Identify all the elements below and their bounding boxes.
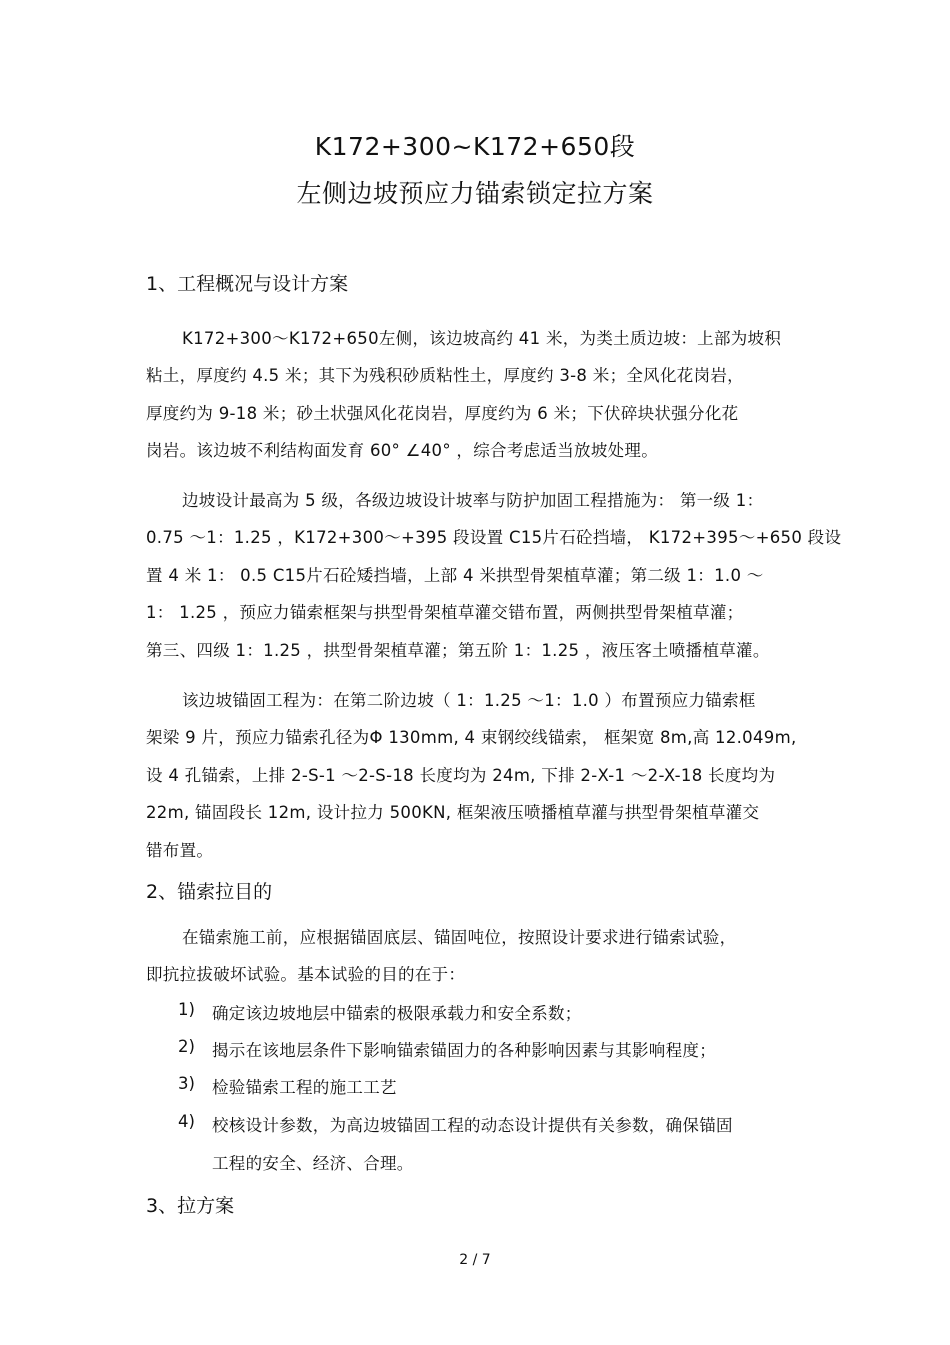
- document-title-line1: K172+300~K172+650段: [314, 132, 636, 161]
- list-item-text-continued: 工程的安全、经济、合理。: [212, 1154, 414, 1173]
- section1-para1-line2: 粘土，厚度约 4.5 米；其下为残积砂质粘性土，厚度约 3-8 米；全风化花岗岩，: [146, 366, 744, 385]
- list-item-number: 2): [178, 1037, 195, 1056]
- section1-para1-line3: 厚度约为 9-18 米；砂土状强风化花岗岩，厚度约为 6 米；下伏碎块状强分化花: [146, 404, 739, 423]
- section1-para2-line4: 1： 1.25 ，预应力锚索框架与拱型骨架植草灌交错布置，两侧拱型骨架植草灌；: [146, 603, 744, 622]
- section1-para2-line2: 0.75 ～1：1.25 ，K172+300～+395 段设置 C15片石砼挡墙， K172+395～+650 段设: [146, 528, 842, 547]
- section1-para1-line1: K172+300～K172+650左侧，该边坡高约 41 米，为类土质边坡：上部为坡积: [182, 329, 782, 348]
- list-item-number: 4): [178, 1112, 195, 1131]
- section2-intro-line2: 即抗拉拔破坏试验。基本试验的目的在于：: [146, 965, 466, 984]
- list-item-number: 3): [178, 1074, 195, 1093]
- section1-para3-line2: 架梁 9 片，预应力锚索孔径为Φ 130mm, 4 束钢绞线锚索， 框架宽 8m,高 12.049m,: [146, 728, 797, 747]
- list-item-number: 1): [178, 1000, 195, 1019]
- document-title-line2: 左侧边坡预应力锚索锁定拉方案: [296, 179, 654, 208]
- section1-para3-line4: 22m, 锚固段长 12m, 设计拉力 500KN, 框架液压喷播植草灌与拱型骨架植草灌交: [146, 803, 760, 822]
- section1-para1-line4: 岗岩。该边坡不利结构面发育 60° ∠40° ，综合考虑适当放坡处理。: [146, 441, 659, 460]
- list-item-text: 揭示在该地层条件下影响锚索锚固力的各种影响因素与其影响程度；: [212, 1041, 716, 1060]
- section1-para3-line5: 错布置。: [146, 841, 214, 860]
- section1-para3-line3: 设 4 孔锚索，上排 2-S-1 ～2-S-18 长度均为 24m, 下排 2-X-1 ～2-X-18 长度均为: [146, 766, 776, 785]
- page-number: 2 / 7: [459, 1252, 491, 1268]
- section1-para2-line1: 边坡设计最高为 5 级，各级边坡设计坡率与防护加固工程措施为： 第一级 1：: [182, 491, 764, 510]
- section2-intro-line1: 在锚索施工前，应根据锚固底层、锚固吨位，按照设计要求进行锚索试验，: [182, 928, 737, 947]
- list-item-text: 检验锚索工程的施工工艺: [212, 1078, 397, 1097]
- section1-para2-line5: 第三、四级 1：1.25 ，拱型骨架植草灌；第五阶 1：1.25 ，液压客土喷播植草灌。: [146, 641, 770, 660]
- section1-para2-line3: 置 4 米 1： 0.5 C15片石砼矮挡墙，上部 4 米拱型骨架植草灌；第二级 1：1.0 ～: [146, 566, 764, 585]
- section1-para3-line1: 该边坡锚固工程为：在第二阶边坡（ 1：1.25 ～1：1.0 ）布置预应力锚索框: [182, 691, 756, 710]
- list-item-text: 确定该边坡地层中锚索的极限承载力和安全系数；: [212, 1004, 582, 1023]
- section1-heading: 1、工程概况与设计方案: [146, 273, 349, 295]
- list-item-text: 校核设计参数，为高边坡锚固工程的动态设计提供有关参数，确保锚固: [212, 1116, 733, 1135]
- section2-heading: 2、锚索拉目的: [146, 881, 273, 903]
- section3-heading: 3、拉方案: [146, 1195, 235, 1217]
